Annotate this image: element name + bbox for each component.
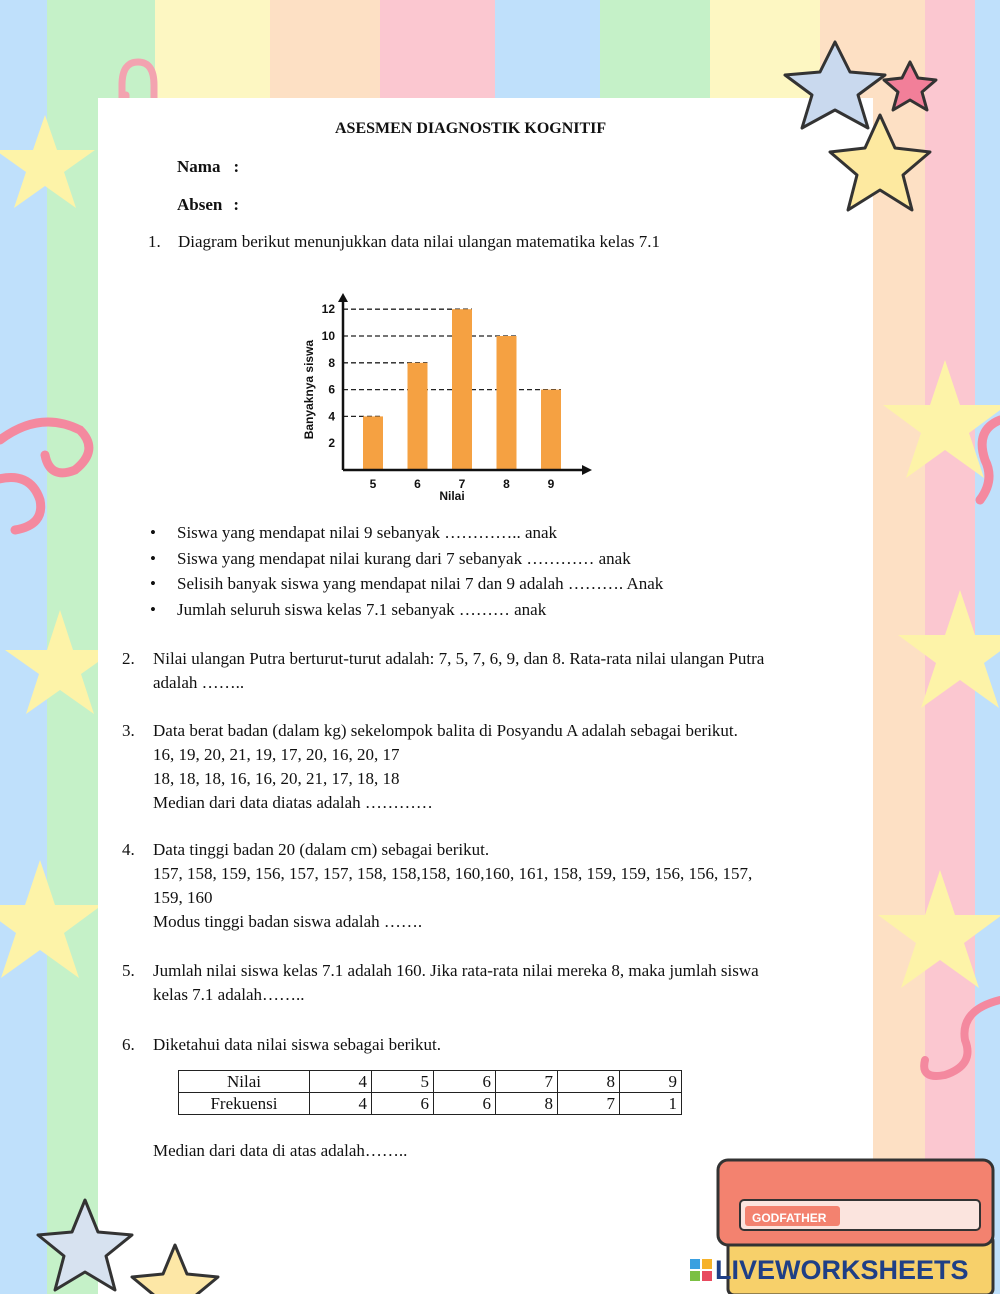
table-cell: 7 [558, 1093, 620, 1115]
frequency-table [178, 1070, 682, 1115]
y-tick-label: 8 [328, 355, 335, 370]
y-tick-label: 10 [321, 329, 335, 343]
table-cell: 1 [620, 1093, 682, 1115]
page-title: ASESMEN DIAGNOSTIK KOGNITIF [335, 120, 607, 137]
x-tick-label: 9 [547, 477, 555, 491]
liveworksheets-logo[interactable]: LIVEWORKSHEETS [690, 1255, 969, 1286]
bullet-item: • Selisih banyak siswa yang mendapat nilai 7 dan 9 adalah ………. Anak [150, 571, 663, 597]
star-decoration [830, 115, 930, 210]
x-axis-arrow [582, 465, 592, 475]
x-tick-label: 5 [369, 477, 377, 491]
y-axis-arrow [338, 293, 348, 302]
bar-chart [295, 293, 625, 508]
name-label: Nama : [177, 157, 240, 176]
question-6: 6. Diketahui data nilai siswa sebagai berikut. [122, 1035, 441, 1054]
question-1-text: Diagram berikut menunjukkan data nilai ulangan matematika kelas 7.1 [178, 232, 660, 251]
star-decoration [884, 62, 936, 110]
table-row [179, 1093, 682, 1115]
table-cell: 4 [310, 1071, 372, 1093]
table-cell: Frekuensi [179, 1093, 310, 1115]
star-decoration [132, 1245, 218, 1294]
book-label: GODFATHER [752, 1211, 827, 1225]
x-tick-label: 6 [414, 477, 421, 491]
question-6-footer: Median dari data di atas adalah…….. [153, 1141, 408, 1160]
table-cell: 4 [310, 1093, 372, 1115]
x-axis-label: Nilai [439, 489, 465, 503]
x-tick-label: 7 [458, 477, 466, 491]
y-axis-label: Banyaknya siswa [302, 339, 316, 440]
table-cell: 5 [372, 1071, 434, 1093]
y-tick-label: 2 [328, 436, 335, 451]
question-1-bullets [150, 520, 663, 622]
question-4: 4. Data tinggi badan 20 (dalam cm) sebagai berikut. 157, 158, 159, 156, 157, 157, 158, 158,158, 160,160, 161, 158, 159, 159, 156, 156, 157, 159, 160 Modus tinggi badan siswa adalah ……. [122, 840, 753, 931]
table-cell: 6 [372, 1093, 434, 1115]
bar [497, 336, 517, 470]
bar [363, 416, 383, 470]
y-tick-label: 6 [328, 382, 335, 397]
bar [541, 390, 561, 470]
table-cell: 7 [496, 1071, 558, 1093]
table-row [179, 1071, 682, 1093]
table-cell: 8 [496, 1093, 558, 1115]
x-tick-label: 8 [503, 477, 510, 491]
question-3: 3. Data berat badan (dalam kg) sekelompok balita di Posyandu A adalah sebagai berikut. 16, 19, 20, 21, 19, 17, 20, 16, 20, 17 18, 18, 18, 16, 16, 20, 21, 17, 18, 18 Median dari data diatas adalah ………… [122, 721, 738, 812]
bullet-item: • Siswa yang mendapat nilai kurang dari 7 sebanyak ………… anak [150, 546, 663, 572]
question-1-number: 1. [148, 232, 161, 251]
table-cell: 8 [558, 1071, 620, 1093]
bullet-item: • Jumlah seluruh siswa kelas 7.1 sebanyak ……… anak [150, 597, 663, 623]
table-cell: 9 [620, 1071, 682, 1093]
star-decoration [38, 1200, 132, 1290]
star-decoration [785, 42, 885, 128]
table-cell: 6 [434, 1071, 496, 1093]
absen-label: Absen : [177, 195, 240, 214]
bullet-item: • Siswa yang mendapat nilai 9 sebanyak ………….. anak [150, 520, 663, 546]
bar [452, 309, 472, 470]
bar [408, 363, 428, 470]
table-cell: Nilai [179, 1071, 310, 1093]
y-tick-label: 12 [321, 302, 335, 317]
question-5: 5. Jumlah nilai siswa kelas 7.1 adalah 160. Jika rata-rata nilai mereka 8, maka jumlah siswa kelas 7.1 adalah…….. [122, 961, 759, 1004]
liveworksheets-icon [690, 1259, 712, 1281]
y-tick-label: 4 [328, 409, 335, 424]
table-cell: 6 [434, 1093, 496, 1115]
question-2: 2. Nilai ulangan Putra berturut-turut adalah: 7, 5, 7, 6, 9, dan 8. Rata-rata nilai ulangan Putra adalah …….. [122, 649, 765, 692]
